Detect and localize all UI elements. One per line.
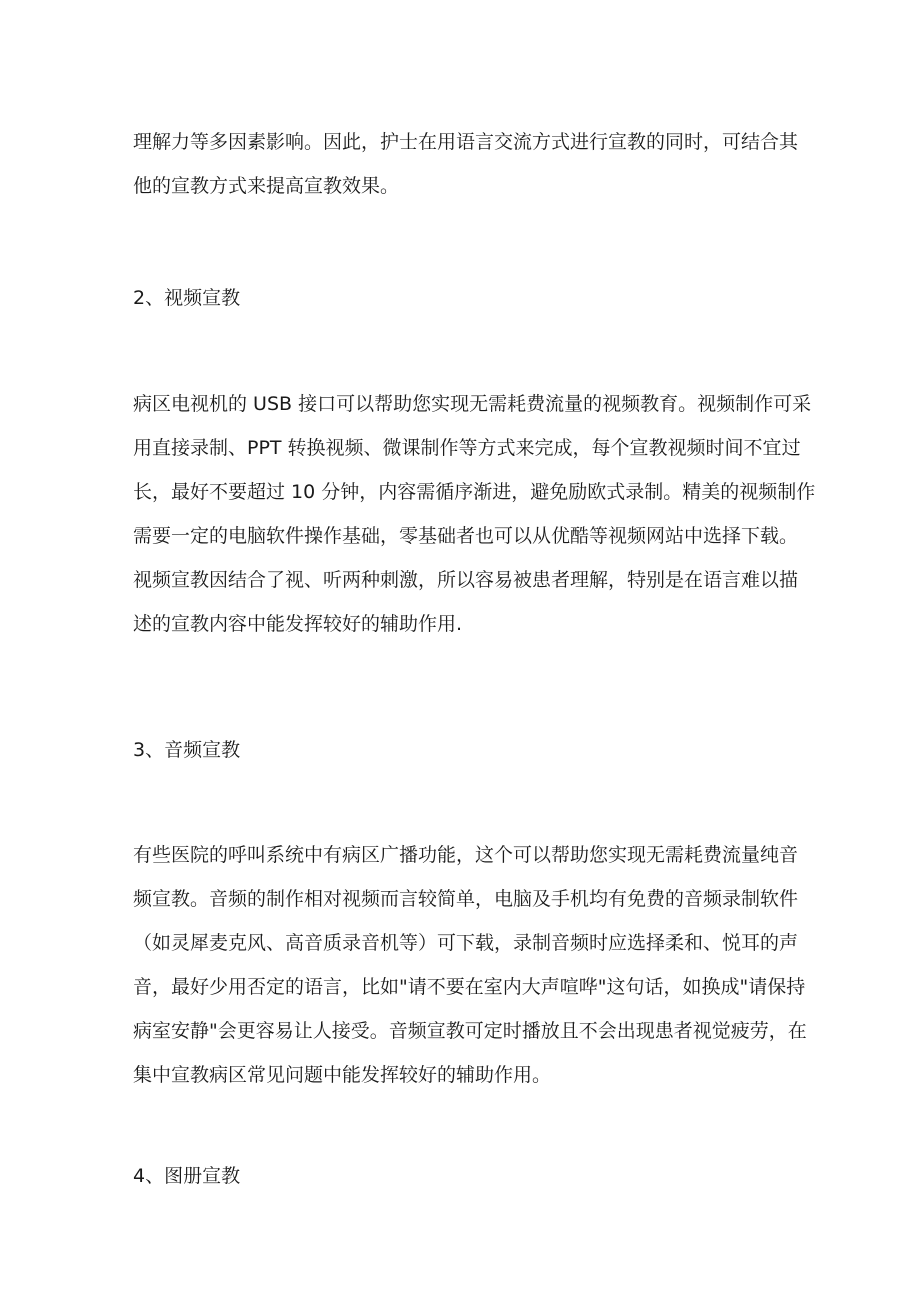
paragraph-line: 病区电视机的 USB 接口可以帮助您实现无需耗费流量的视频教育。视频制作可采 bbox=[133, 393, 812, 415]
paragraph-line: 他的宣教方式来提高宣教效果。 bbox=[133, 175, 400, 197]
paragraph-line: 用直接录制、PPT 转换视频、微课制作等方式来完成，每个宣教视频时间不宜过 bbox=[133, 437, 801, 459]
paragraph-line: 视频宣教因结合了视、听两种刺激，所以容易被患者理解，特别是在语言难以描 bbox=[133, 569, 799, 591]
paragraph-line: 频宣教。音频的制作相对视频而言较简单，电脑及手机均有免费的音频录制软件 bbox=[133, 888, 799, 910]
paragraph-line: 长，最好不要超过 10 分钟，内容需循序渐进，避免励欧式录制。精美的视频制作 bbox=[133, 481, 816, 503]
paragraph-line: 集中宣教病区常见问题中能发挥较好的辅助作用。 bbox=[133, 1064, 552, 1086]
paragraph-line: 音，最好少用否定的语言，比如"请不要在室内大声喧哗"这句话，如换成"请保持 bbox=[133, 976, 806, 998]
paragraph-line: 有些医院的呼叫系统中有病区广播功能，这个可以帮助您实现无需耗费流量纯音 bbox=[133, 844, 799, 866]
paragraph-line: 述的宣教内容中能发挥较好的辅助作用. bbox=[133, 613, 463, 635]
section-heading-audio: 3、音频宣教 bbox=[133, 739, 241, 761]
paragraph-line: 病室安静"会更容易让人接受。音频宣教可定时播放且不会出现患者视觉疲劳，在 bbox=[133, 1020, 807, 1042]
section-heading-booklet: 4、图册宣教 bbox=[133, 1165, 241, 1187]
paragraph-line: 理解力等多因素影响。因此，护士在用语言交流方式进行宣教的同时，可结合其 bbox=[133, 131, 799, 153]
paragraph-line: （如灵犀麦克风、高音质录音机等）可下载，录制音频时应选择柔和、悦耳的声 bbox=[133, 932, 799, 954]
section-heading-video: 2、视频宣教 bbox=[133, 287, 241, 309]
video-paragraph bbox=[133, 382, 816, 646]
intro-paragraph bbox=[133, 120, 799, 208]
audio-paragraph bbox=[133, 833, 807, 1097]
paragraph-line: 需要一定的电脑软件操作基础，零基础者也可以从优酷等视频网站中选择下载。 bbox=[133, 525, 799, 547]
